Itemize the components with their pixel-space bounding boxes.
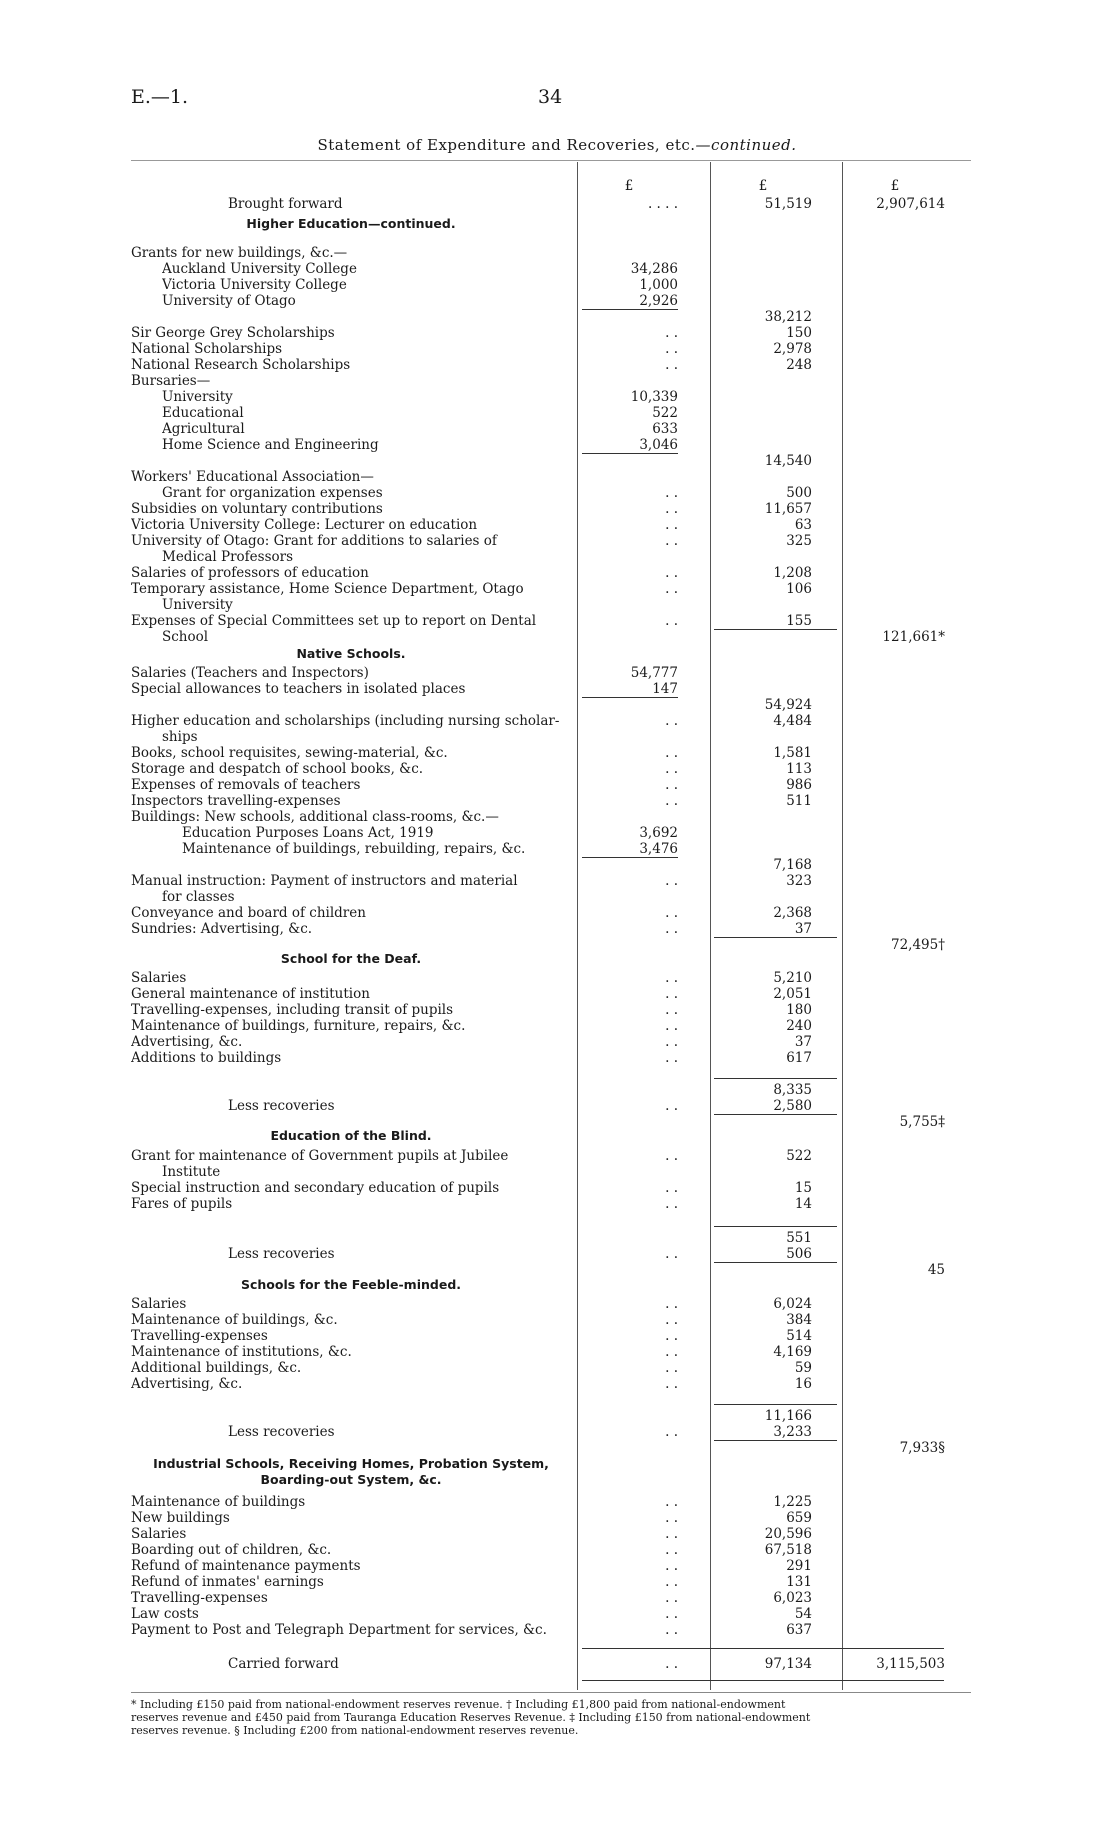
table-row xyxy=(0,697,1114,713)
column-1-value: . . xyxy=(665,793,678,809)
column-1-value: . . xyxy=(665,1622,678,1638)
table-row xyxy=(0,293,1114,309)
table-row xyxy=(0,1312,1114,1328)
column-2-value: 155 xyxy=(786,613,812,629)
column-1-value: 3,476 xyxy=(639,841,678,857)
section-heading: Education of the Blind. xyxy=(270,1128,432,1143)
subtotal-rule xyxy=(714,937,837,938)
column-3-value: 2,907,614 xyxy=(876,196,945,212)
table-row xyxy=(0,1590,1114,1606)
statement-title xyxy=(0,136,1114,154)
column-2-value: 325 xyxy=(786,533,812,549)
row-description: Home Science and Engineering xyxy=(162,437,379,453)
subtotal-rule xyxy=(582,309,678,310)
column-2-value: 8,335 xyxy=(773,1082,812,1098)
table-row xyxy=(0,921,1114,937)
table-row xyxy=(0,1440,1114,1456)
section-heading: Industrial Schools, Receiving Homes, Probation System, xyxy=(153,1456,549,1471)
table-row xyxy=(0,517,1114,533)
column-1-value: . . xyxy=(665,1018,678,1034)
column-1-value: 3,692 xyxy=(639,825,678,841)
row-description: Buildings: New schools, additional class-rooms, &c.— xyxy=(131,809,499,825)
row-description: for classes xyxy=(162,889,235,905)
section-heading: Native Schools. xyxy=(296,646,406,661)
column-1-value: . . xyxy=(665,517,678,533)
row-description: Boarding out of children, &c. xyxy=(131,1542,332,1558)
column-2-value: 6,024 xyxy=(773,1296,812,1312)
row-description: Travelling-expenses, including transit of pupils xyxy=(131,1002,454,1018)
column-2-value: 63 xyxy=(794,517,812,533)
row-description: Auckland University College xyxy=(162,261,357,277)
row-description: Grant for organization expenses xyxy=(162,485,383,501)
row-description: Conveyance and board of children xyxy=(131,905,366,921)
column-3-value: 3,115,503 xyxy=(876,1656,945,1672)
table-row xyxy=(0,1494,1114,1510)
column-1-value: . . xyxy=(665,873,678,889)
section-heading: Higher Education—continued. xyxy=(246,216,456,231)
row-description: Expenses of Special Committees set up to report on Dental xyxy=(131,613,537,629)
subtotal-rule xyxy=(714,1226,837,1227)
table-row xyxy=(0,373,1114,389)
column-2-value: 506 xyxy=(786,1246,812,1262)
row-description: Maintenance of buildings, &c. xyxy=(131,1312,338,1328)
row-description: University of Otago: Grant for additions to salaries of xyxy=(131,533,497,549)
column-1-value: . . xyxy=(665,501,678,517)
column-1-value: . . xyxy=(665,1656,678,1672)
row-description: Maintenance of buildings, furniture, repairs, &c. xyxy=(131,1018,466,1034)
column-2-value: 7,168 xyxy=(773,857,812,873)
table-row xyxy=(0,1230,1114,1246)
column-2-value: 2,580 xyxy=(773,1098,812,1114)
title-rule xyxy=(131,160,971,161)
column-1-value: . . xyxy=(665,1296,678,1312)
column-3-value: 121,661* xyxy=(882,629,945,645)
row-description: Workers' Educational Association— xyxy=(131,469,374,485)
row-description: Maintenance of buildings xyxy=(131,1494,306,1510)
table-row xyxy=(0,309,1114,325)
table-row xyxy=(0,777,1114,793)
row-description: Salaries of professors of education xyxy=(131,565,369,581)
column-2-value: 240 xyxy=(786,1018,812,1034)
row-description: Education Purposes Loans Act, 1919 xyxy=(182,825,434,841)
table-row xyxy=(0,873,1114,889)
row-description: Maintenance of institutions, &c. xyxy=(131,1344,352,1360)
column-1-value: . . xyxy=(665,1246,678,1262)
column-1-value: . . xyxy=(665,745,678,761)
column-2-value: 1,208 xyxy=(773,565,812,581)
column-2-value: 37 xyxy=(794,1034,812,1050)
column-2-value: 637 xyxy=(786,1622,812,1638)
row-description: New buildings xyxy=(131,1510,230,1526)
column-1-value: . . xyxy=(665,921,678,937)
column-1-value: . . xyxy=(665,1542,678,1558)
column-1-value: . . xyxy=(665,1526,678,1542)
column-1-value: . . xyxy=(665,777,678,793)
column-2-value: 384 xyxy=(786,1312,812,1328)
section-heading: Boarding-out System, &c. xyxy=(260,1472,442,1487)
table-row xyxy=(0,341,1114,357)
section-heading: Schools for the Feeble-minded. xyxy=(240,1277,462,1292)
column-1-value: . . xyxy=(665,1558,678,1574)
column-1-value: . . xyxy=(665,1180,678,1196)
column-1-value: . . xyxy=(665,1424,678,1440)
column-2-value: 15 xyxy=(794,1180,812,1196)
column-1-value: . . xyxy=(665,1376,678,1392)
column-2-value: 1,225 xyxy=(773,1494,812,1510)
row-description: Sir George Grey Scholarships xyxy=(131,325,335,341)
row-description: Temporary assistance, Home Science Department, Otago xyxy=(131,581,524,597)
column-2-value: 97,134 xyxy=(764,1656,812,1672)
table-row xyxy=(0,1542,1114,1558)
column-2-value: 180 xyxy=(786,1002,812,1018)
row-description: University xyxy=(162,389,233,405)
column-3-value: 5,755‡ xyxy=(899,1114,945,1130)
subtotal-rule xyxy=(714,1262,837,1263)
column-2-value: 11,657 xyxy=(764,501,812,517)
column-1-value: . . xyxy=(665,1510,678,1526)
column-2-value: 659 xyxy=(786,1510,812,1526)
table-row xyxy=(0,1034,1114,1050)
table-row xyxy=(0,629,1114,645)
row-description: Advertising, &c. xyxy=(131,1034,243,1050)
subtotal-rule xyxy=(714,1114,837,1115)
table-row xyxy=(0,1164,1114,1180)
row-description: Victoria University College xyxy=(162,277,347,293)
column-2-value: 986 xyxy=(786,777,812,793)
row-description: Medical Professors xyxy=(162,549,294,565)
column-2-value: 5,210 xyxy=(773,970,812,986)
table-row xyxy=(0,1002,1114,1018)
row-description: Books, school requisites, sewing-material, &c. xyxy=(131,745,448,761)
row-description: Salaries (Teachers and Inspectors) xyxy=(131,665,369,681)
currency-col-2: £ xyxy=(758,178,768,194)
table-row xyxy=(0,1082,1114,1098)
row-description: Inspectors travelling-expenses xyxy=(131,793,341,809)
row-description: Subsidies on voluntary contributions xyxy=(131,501,383,517)
table-row xyxy=(0,889,1114,905)
row-description: Storage and despatch of school books, &c. xyxy=(131,761,424,777)
column-1-value: 54,777 xyxy=(630,665,678,681)
row-description: ships xyxy=(162,729,198,745)
table-row xyxy=(0,1050,1114,1066)
table-row xyxy=(0,1360,1114,1376)
table-row xyxy=(0,793,1114,809)
column-1-value: . . xyxy=(665,1098,678,1114)
column-2-value: 2,051 xyxy=(773,986,812,1002)
table-row xyxy=(0,549,1114,565)
column-1-value: . . xyxy=(665,1148,678,1164)
row-description: Brought forward xyxy=(228,196,343,212)
row-description: Institute xyxy=(162,1164,221,1180)
table-row xyxy=(0,761,1114,777)
table-row xyxy=(0,825,1114,841)
row-description: Salaries xyxy=(131,1526,187,1542)
footnote-line-2: reserves revenue and £450 paid from Tauranga Education Reserves Revenue. ‡ Including £150 from national-endowment xyxy=(131,1711,811,1724)
table-row xyxy=(0,389,1114,405)
subtotal-rule xyxy=(714,629,837,630)
column-1-value: 10,339 xyxy=(630,389,678,405)
table-row xyxy=(0,533,1114,549)
column-2-value: 323 xyxy=(786,873,812,889)
table-row xyxy=(0,1262,1114,1278)
carried-forward-rule xyxy=(582,1680,944,1681)
row-description: Higher education and scholarships (including nursing scholar- xyxy=(131,713,560,729)
statement-title-main: Statement of Expenditure and Recoveries, etc. xyxy=(317,136,696,154)
column-1-value: . . xyxy=(665,905,678,921)
table-row xyxy=(0,1526,1114,1542)
table-row xyxy=(0,1574,1114,1590)
column-1-value: . . xyxy=(665,357,678,373)
column-1-value: 1,000 xyxy=(639,277,678,293)
row-description: Maintenance of buildings, rebuilding, repairs, &c. xyxy=(182,841,526,857)
currency-col-3: £ xyxy=(890,178,900,194)
row-description: Less recoveries xyxy=(228,1098,335,1114)
table-row xyxy=(0,277,1114,293)
subtotal-rule xyxy=(582,453,678,454)
table-row xyxy=(0,713,1114,729)
column-1-value: . . xyxy=(665,1344,678,1360)
row-description: Refund of maintenance payments xyxy=(131,1558,361,1574)
row-description: Law costs xyxy=(131,1606,199,1622)
column-2-value: 514 xyxy=(786,1328,812,1344)
row-description: Refund of inmates' earnings xyxy=(131,1574,324,1590)
row-description: Salaries xyxy=(131,1296,187,1312)
table-row xyxy=(0,1622,1114,1638)
column-2-value: 54 xyxy=(794,1606,812,1622)
column-2-value: 522 xyxy=(786,1148,812,1164)
column-2-value: 1,581 xyxy=(773,745,812,761)
table-row xyxy=(0,245,1114,261)
table-row xyxy=(0,681,1114,697)
column-2-value: 6,023 xyxy=(773,1590,812,1606)
table-row xyxy=(0,1344,1114,1360)
column-1-value: . . xyxy=(665,1328,678,1344)
column-1-value: . . xyxy=(665,1034,678,1050)
row-description: Educational xyxy=(162,405,244,421)
column-1-value: . . xyxy=(665,1494,678,1510)
row-description: Salaries xyxy=(131,970,187,986)
table-row xyxy=(0,613,1114,629)
column-1-value: . . xyxy=(665,613,678,629)
row-description: National Research Scholarships xyxy=(131,357,351,373)
column-1-value: 633 xyxy=(652,421,678,437)
column-2-value: 16 xyxy=(794,1376,812,1392)
row-description: Payment to Post and Telegraph Department for services, &c. xyxy=(131,1622,547,1638)
column-2-value: 4,484 xyxy=(773,713,812,729)
column-1-value: . . xyxy=(665,986,678,1002)
column-1-value: . . xyxy=(665,341,678,357)
column-2-value: 113 xyxy=(786,761,812,777)
table-row xyxy=(0,597,1114,613)
table-row xyxy=(0,501,1114,517)
row-description: Agricultural xyxy=(162,421,245,437)
table-row xyxy=(0,405,1114,421)
table-row xyxy=(0,565,1114,581)
column-2-value: 291 xyxy=(786,1558,812,1574)
column-1-value: . . xyxy=(665,1196,678,1212)
column-3-value: 45 xyxy=(927,1262,945,1278)
column-1-value: . . xyxy=(665,761,678,777)
table-row xyxy=(0,1296,1114,1312)
column-1-value: . . xyxy=(665,533,678,549)
column-1-value: . . xyxy=(665,970,678,986)
table-row xyxy=(0,1510,1114,1526)
table-row xyxy=(0,1148,1114,1164)
column-1-value: . . xyxy=(665,1360,678,1376)
table-row xyxy=(0,809,1114,825)
table-row xyxy=(0,1180,1114,1196)
column-1-value: . . xyxy=(665,713,678,729)
column-2-value: 14 xyxy=(794,1196,812,1212)
table-row xyxy=(0,437,1114,453)
column-2-value: 67,518 xyxy=(764,1542,812,1558)
row-description: Grants for new buildings, &c.— xyxy=(131,245,348,261)
row-description: Victoria University College: Lecturer on education xyxy=(131,517,478,533)
column-1-value: 2,926 xyxy=(639,293,678,309)
footnote-line-1: * Including £150 paid from national-endowment reserves revenue. † Including £1,800 paid from national-endowment xyxy=(131,1698,786,1711)
table-row xyxy=(0,453,1114,469)
table-row xyxy=(0,325,1114,341)
table-row xyxy=(0,581,1114,597)
column-1-value: . . xyxy=(665,1312,678,1328)
column-2-value: 51,519 xyxy=(764,196,812,212)
table-row xyxy=(0,1656,1114,1672)
column-1-value: . . xyxy=(665,565,678,581)
column-1-value: . . xyxy=(665,485,678,501)
column-1-value: . . xyxy=(665,1606,678,1622)
column-2-value: 551 xyxy=(786,1230,812,1246)
section-heading: School for the Deaf. xyxy=(280,951,422,966)
column-2-value: 500 xyxy=(786,485,812,501)
table-row xyxy=(0,970,1114,986)
table-row xyxy=(0,1376,1114,1392)
row-description: National Scholarships xyxy=(131,341,283,357)
footnote-line-3: reserves revenue. § Including £200 from national-endowment reserves revenue. xyxy=(131,1724,579,1737)
column-1-value: . . xyxy=(665,1590,678,1606)
row-description: Grant for maintenance of Government pupils at Jubilee xyxy=(131,1148,509,1164)
column-3-value: 72,495† xyxy=(891,937,945,953)
row-description: Special instruction and secondary education of pupils xyxy=(131,1180,500,1196)
subtotal-rule xyxy=(582,697,678,698)
row-description: Additional buildings, &c. xyxy=(131,1360,302,1376)
table-row xyxy=(0,469,1114,485)
row-description: Less recoveries xyxy=(228,1246,335,1262)
table-row xyxy=(0,1408,1114,1424)
row-description: Advertising, &c. xyxy=(131,1376,243,1392)
row-description: General maintenance of institution xyxy=(131,986,370,1002)
column-1-value: 3,046 xyxy=(639,437,678,453)
table-row xyxy=(0,745,1114,761)
table-row xyxy=(0,729,1114,745)
table-row xyxy=(0,905,1114,921)
table-row xyxy=(0,421,1114,437)
column-1-value: . . xyxy=(665,581,678,597)
table-row xyxy=(0,665,1114,681)
table-row xyxy=(0,261,1114,277)
column-1-value: . . . . xyxy=(647,196,678,212)
column-2-value: 54,924 xyxy=(764,697,812,713)
table-row xyxy=(0,841,1114,857)
column-2-value: 3,233 xyxy=(773,1424,812,1440)
row-description: Carried forward xyxy=(228,1656,339,1672)
row-description: Fares of pupils xyxy=(131,1196,233,1212)
column-2-value: 38,212 xyxy=(764,309,812,325)
column-1-value: 34,286 xyxy=(630,261,678,277)
column-2-value: 2,368 xyxy=(773,905,812,921)
row-description: Additions to buildings xyxy=(131,1050,282,1066)
statement-title-continued: —continued. xyxy=(695,136,797,154)
document-code: E.—1. xyxy=(131,86,189,108)
column-1-value: . . xyxy=(665,1574,678,1590)
column-2-value: 4,169 xyxy=(773,1344,812,1360)
column-2-value: 37 xyxy=(794,921,812,937)
row-description: Less recoveries xyxy=(228,1424,335,1440)
row-description: Travelling-expenses xyxy=(131,1590,268,1606)
column-2-value: 106 xyxy=(786,581,812,597)
column-2-value: 131 xyxy=(786,1574,812,1590)
column-2-value: 248 xyxy=(786,357,812,373)
column-2-value: 2,978 xyxy=(773,341,812,357)
table-row xyxy=(0,1196,1114,1212)
table-row xyxy=(0,1606,1114,1622)
subtotal-rule xyxy=(714,1440,837,1441)
carried-forward-rule xyxy=(582,1648,944,1649)
table-row xyxy=(0,1424,1114,1440)
subtotal-rule xyxy=(714,1404,837,1405)
row-description: Expenses of removals of teachers xyxy=(131,777,361,793)
column-2-value: 150 xyxy=(786,325,812,341)
table-row xyxy=(0,857,1114,873)
page-number: 34 xyxy=(538,86,563,108)
table-row xyxy=(0,485,1114,501)
row-description: Special allowances to teachers in isolated places xyxy=(131,681,466,697)
table-row xyxy=(0,1328,1114,1344)
column-2-value: 14,540 xyxy=(764,453,812,469)
table-row xyxy=(0,1246,1114,1262)
row-description: Travelling-expenses xyxy=(131,1328,268,1344)
row-description: University of Otago xyxy=(162,293,296,309)
row-description: Manual instruction: Payment of instructors and material xyxy=(131,873,518,889)
table-row xyxy=(0,196,1114,212)
footnote-rule xyxy=(131,1692,971,1693)
table-row xyxy=(0,986,1114,1002)
column-1-value: . . xyxy=(665,1002,678,1018)
column-2-value: 59 xyxy=(794,1360,812,1376)
row-description: Sundries: Advertising, &c. xyxy=(131,921,313,937)
table-row xyxy=(0,1558,1114,1574)
row-description: University xyxy=(162,597,233,613)
column-2-value: 511 xyxy=(786,793,812,809)
currency-col-1: £ xyxy=(624,178,634,194)
subtotal-rule xyxy=(714,1078,837,1079)
column-3-value: 7,933§ xyxy=(899,1440,945,1456)
column-1-value: . . xyxy=(665,1050,678,1066)
column-1-value: 522 xyxy=(652,405,678,421)
column-2-value: 617 xyxy=(786,1050,812,1066)
currency-header-row xyxy=(0,178,1114,194)
table-row xyxy=(0,1098,1114,1114)
column-1-value: 147 xyxy=(652,681,678,697)
row-description: Bursaries— xyxy=(131,373,211,389)
column-2-value: 20,596 xyxy=(764,1526,812,1542)
table-row xyxy=(0,1018,1114,1034)
column-2-value: 11,166 xyxy=(764,1408,812,1424)
table-row xyxy=(0,357,1114,373)
row-description: School xyxy=(162,629,209,645)
column-1-value: . . xyxy=(665,325,678,341)
subtotal-rule xyxy=(582,857,678,858)
